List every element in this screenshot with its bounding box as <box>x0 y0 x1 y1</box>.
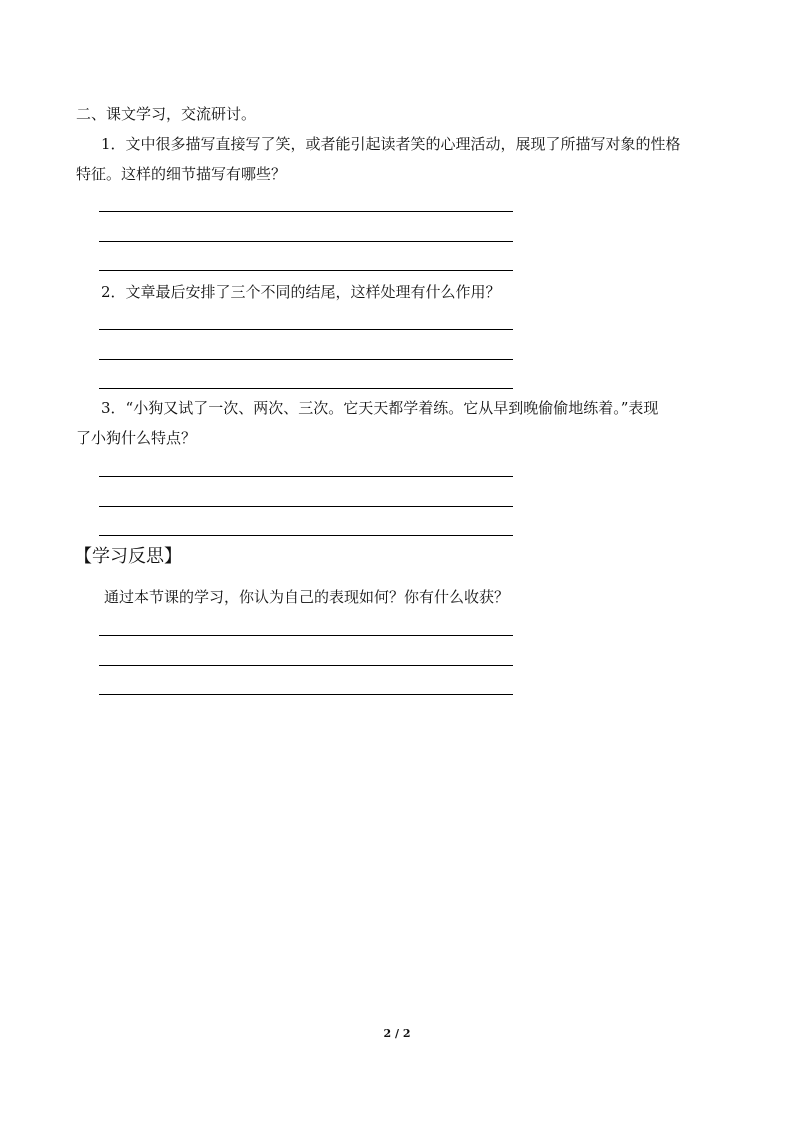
question-1-text-line-1: 1．文中很多描写直接写了笑，或者能引起读者笑的心理活动，展现了所描写对象的性格 <box>101 135 681 153</box>
page-number: 2 / 2 <box>383 1027 411 1040</box>
answer-line-reflection-3[interactable] <box>99 694 513 695</box>
answer-line-q3-1[interactable] <box>99 476 513 477</box>
answer-line-q2-2[interactable] <box>99 359 513 360</box>
reflection-prompt: 通过本节课的学习，你认为自己的表现如何？你有什么收获？ <box>104 588 510 606</box>
answer-line-q3-2[interactable] <box>99 506 513 507</box>
answer-line-q1-2[interactable] <box>99 241 513 242</box>
question-2-text: 2．文章最后安排了三个不同的结尾，这样处理有什么作用？ <box>101 283 501 301</box>
question-3-text-line-2: 了小狗什么特点？ <box>76 429 197 447</box>
answer-line-q1-1[interactable] <box>99 211 513 212</box>
section-heading: 二、课文学习，交流研讨。 <box>76 105 257 123</box>
answer-line-q1-3[interactable] <box>99 270 513 271</box>
question-3-text-line-1: 3．“小狗又试了一次、两次、三次。它天天都学着练。它从早到晚偷偷地练着。”表现 <box>101 399 659 417</box>
answer-line-reflection-1[interactable] <box>99 635 513 636</box>
answer-line-q3-3[interactable] <box>99 535 513 536</box>
answer-line-q2-1[interactable] <box>99 329 513 330</box>
answer-line-q2-3[interactable] <box>99 388 513 389</box>
reflection-heading: 【学习反思】 <box>74 546 182 567</box>
answer-line-reflection-2[interactable] <box>99 665 513 666</box>
question-1-text-line-2: 特征。这样的细节描写有哪些？ <box>76 165 287 183</box>
